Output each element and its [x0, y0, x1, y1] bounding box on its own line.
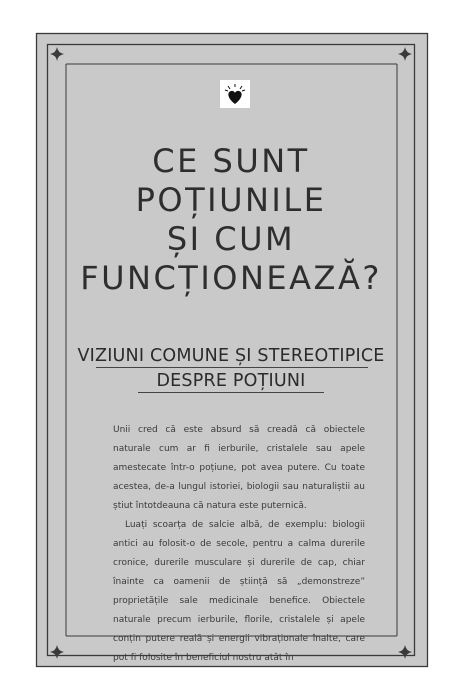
sacred-heart-icon [220, 80, 250, 108]
title-line: CE SUNT [152, 142, 310, 180]
title-line: POȚIUNILE [135, 181, 327, 219]
section-heading [0, 344, 462, 394]
paragraph: Luați scoarța de salcie albă, de exemplu: biologii antici au folosit-o de secole, pentru a calma durerile cronice, durerile musculare și durerile de cap, chiar înainte ca oamenii de știință să „demonstreze” proprietățile sale medicinale benefice. Obiectele naturale precum ierburile, florile, cristalele și apele conțin putere reală și energii vibraționale înalte, care pot fi folosite în beneficiul nostru atât în [113, 520, 365, 663]
title-line: FUNCȚIONEAZĂ? [80, 259, 382, 297]
body-text [113, 421, 365, 668]
paragraph: Unii cred că este absurd să creadă că obiectele naturale cum ar fi ierburile, cristalele sau apele amestecate într-o poțiune, pot avea putere. Cu toate acestea, de-a lungul istoriei, biologii sau naturaliștii au știut întotdeauna că natura este puternică. [113, 425, 365, 511]
subtitle-line: DESPRE POȚIUNI [156, 371, 306, 391]
page-title [0, 142, 462, 298]
subtitle-underline [138, 392, 324, 393]
subtitle-line: VIZIUNI COMUNE ȘI STEREOTIPICE [77, 346, 385, 366]
subtitle-underline [96, 367, 368, 368]
title-line: ȘI CUM [166, 220, 296, 258]
